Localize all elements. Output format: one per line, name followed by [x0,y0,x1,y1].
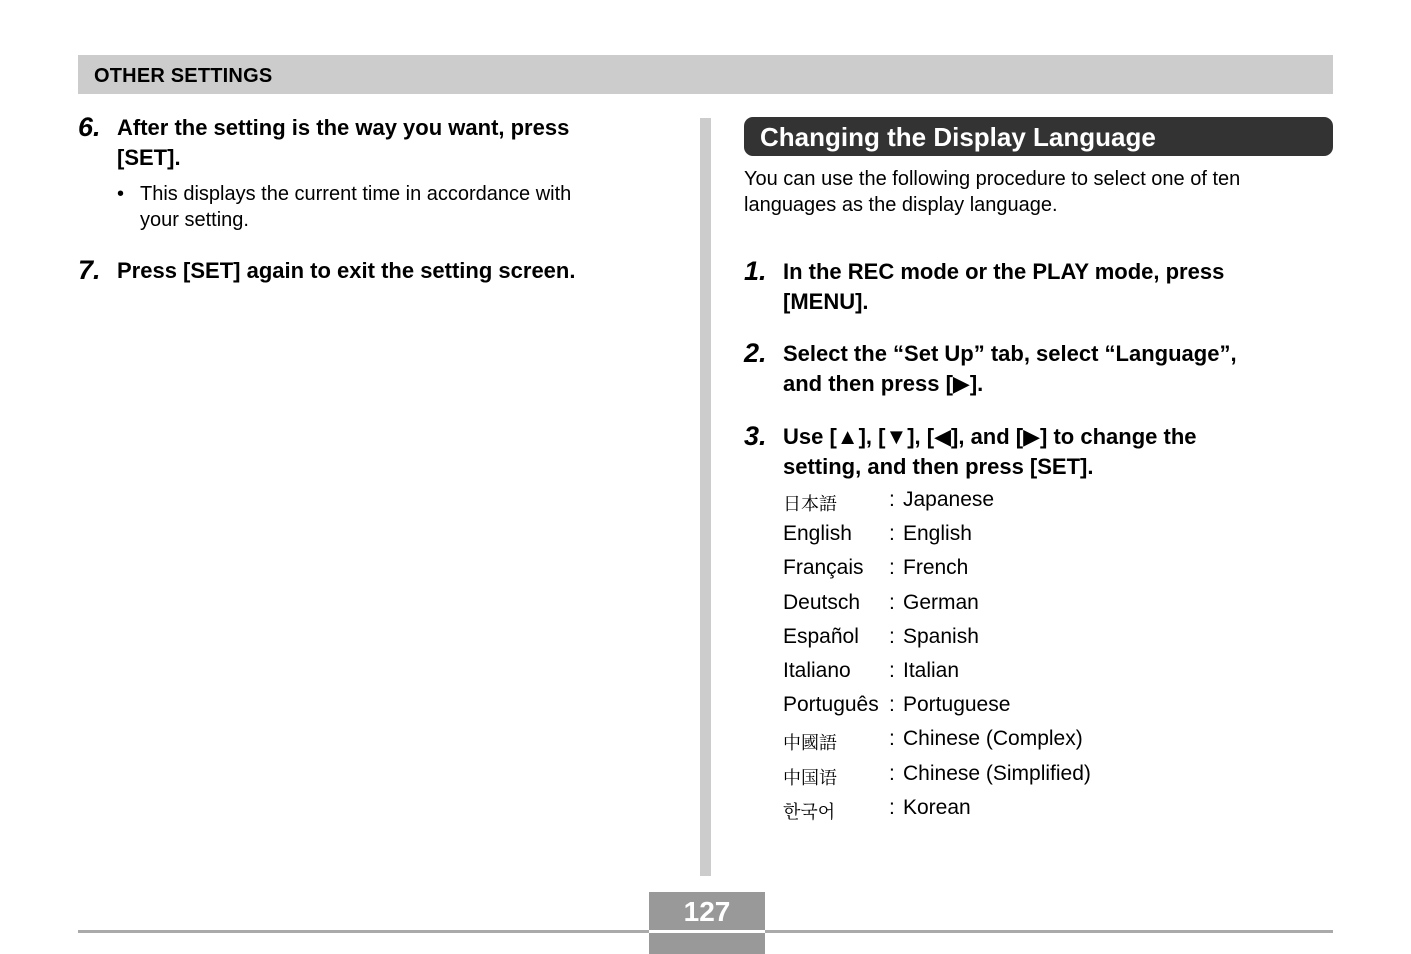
step-line: [SET]. [117,145,181,170]
step-line: In the REC mode or the PLAY mode, press [783,259,1225,284]
step-number: 2. [744,338,767,368]
page-number: 127 [683,896,731,927]
language-english-name: English [903,522,972,546]
language-native-name: Español [783,624,859,648]
intro-paragraph [744,166,1324,218]
language-separator: : [889,795,895,819]
language-separator: : [889,693,895,717]
language-english-name: Portuguese [903,693,1011,717]
step-number: 1. [744,256,767,286]
step-line: Use [▲], [▼], [◀], and [▶] to change the [783,424,1197,449]
language-english-name: Japanese [903,488,995,511]
section-header-bar [78,55,1333,94]
language-english-name: Spanish [903,624,979,648]
language-native-name: 中國語 [783,733,837,754]
bullet-symbol: • [117,183,125,205]
bullet-line: This displays the current time in accordance with [140,183,572,205]
bullet-text [140,181,640,233]
step-text [783,257,1333,317]
language-separator: : [889,658,895,682]
step-line: Press [SET] again to exit the setting screen. [117,258,576,283]
step-text [783,422,1333,482]
page-box-rule [649,930,765,933]
bullet-line: your setting. [140,209,249,231]
language-english-name: Italian [903,658,960,682]
language-native-name: English [783,522,852,546]
step-text [783,339,1333,399]
step-number: 6. [78,112,101,142]
language-native-name: 한국어 [783,801,836,822]
language-native-name: Français [783,556,864,580]
language-separator: : [889,556,895,580]
step-line: setting, and then press [SET]. [783,454,1094,479]
language-native-name: 中国语 [783,767,837,788]
language-english-name: Chinese (Simplified) [903,761,1091,785]
step-number: 7. [78,255,101,285]
language-separator: : [889,590,895,614]
language-separator: : [889,761,895,785]
step-line: and then press [▶]. [783,371,984,396]
section-heading-text: Changing the Display Language [760,122,1156,152]
language-english-name: French [903,556,969,580]
language-separator: : [889,624,895,648]
language-english-name: Korean [903,795,971,819]
language-separator: : [889,488,895,511]
column-divider [700,118,711,876]
page-number-box [649,892,765,954]
intro-line: You can use the following procedure to select one of ten [744,168,1241,190]
step-number: 3. [744,421,767,451]
language-separator: : [889,522,895,546]
step-line: [MENU]. [783,289,869,314]
step-text [117,256,697,286]
language-english-name: Chinese (Complex) [903,727,1083,751]
language-english-name: German [903,590,979,614]
language-native-name: Deutsch [783,590,861,614]
language-native-name: Português [783,693,879,717]
language-native-name: 日本語 [783,494,837,514]
language-native-name: Italiano [783,658,851,682]
intro-line: languages as the display language. [744,194,1058,216]
language-separator: : [889,727,895,751]
step-line: Select the “Set Up” tab, select “Language”, [783,341,1237,366]
section-heading [744,117,1333,156]
step-line: After the setting is the way you want, press [117,115,570,140]
step-text [117,113,677,173]
section-header-title: OTHER SETTINGS [94,65,273,87]
